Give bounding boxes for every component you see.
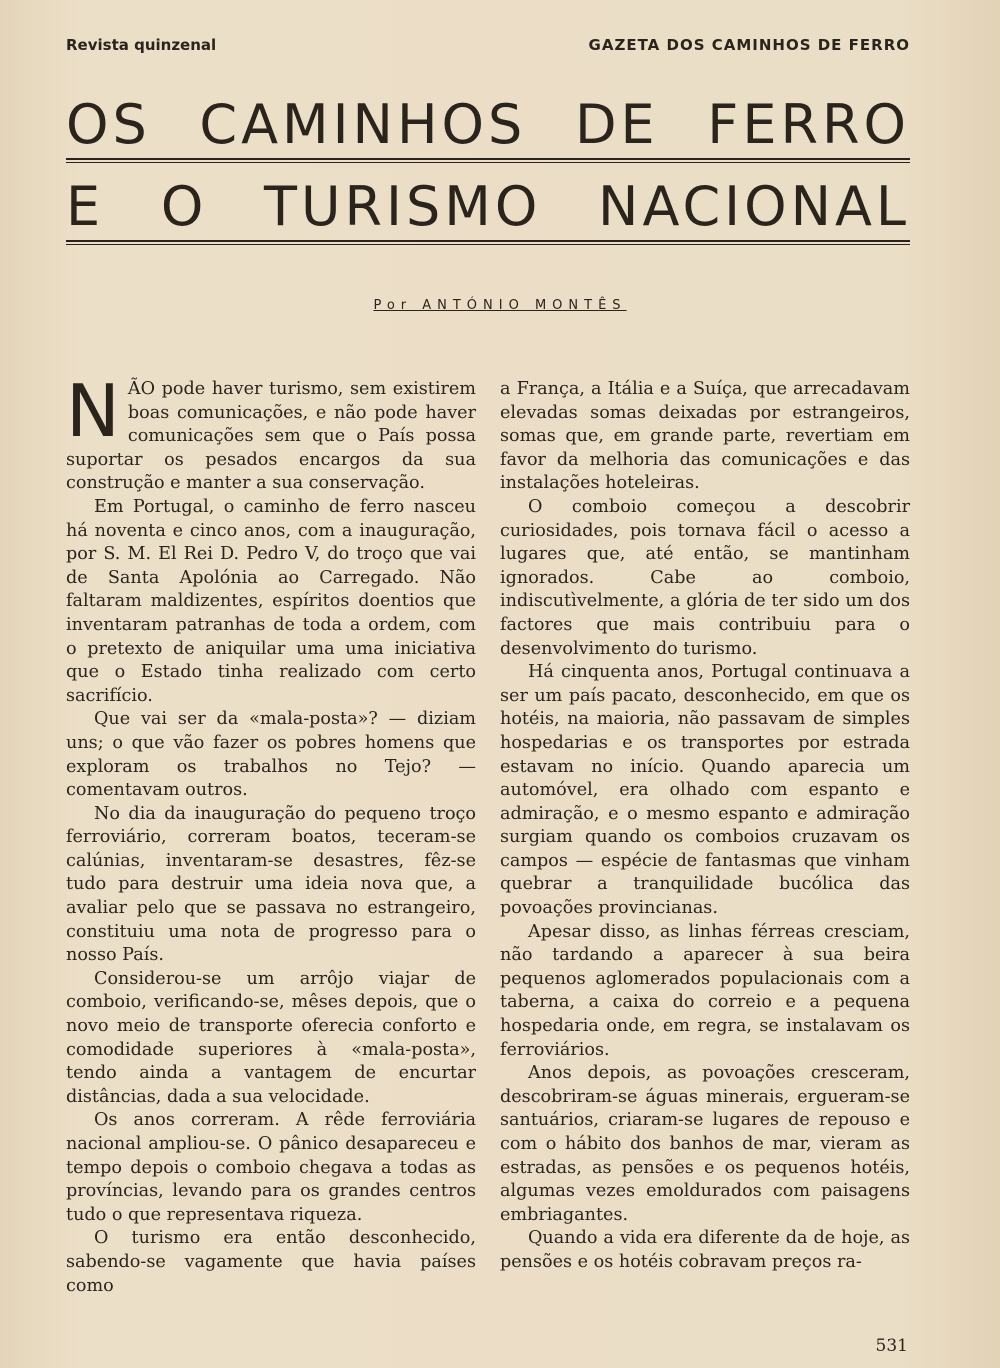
header-left: Revista quinzenal — [66, 36, 217, 54]
paragraph: Que vai ser da «mala-posta»? — diziam uns; o que vão fazer os pobres homens que exploram os trabalhos no Tejo? — comentavam outros. — [66, 709, 476, 801]
paragraph: Os anos correram. A rêde ferroviária nacional ampliou-se. O pânico desapareceu e tempo depois o comboio chegava a todas as províncias, levando para os grandes centros tudo o que representava riqueza. — [66, 1110, 476, 1225]
paragraph: Anos depois, as povoações cresceram, descobriram-se águas minerais, ergueram-se santuários, criaram-se lugares de repouso e com o hábito dos banhos de mar, vieram as estradas, as pensões e os pequenos hotéis, algumas vezes emoldurados com paisagens embriagantes. — [500, 1063, 910, 1225]
paragraph: Apesar disso, as linhas férreas cresciam, não tardando a aparecer à sua beira pequenos aglomerados populacionais com a taberna, a caixa do correio e a pequena hospedaria onde, em regra, se instalavam os ferroviários. — [500, 921, 910, 1060]
article-column-right — [500, 378, 910, 1275]
paragraph-text: ÃO pode haver turismo, sem existirem boas comunicações, e não pode haver comunicações sem que o País possa suportar os pesados encargos da sua construção e manter a sua conservação. — [66, 379, 476, 494]
byline-text: Por ANTÓNIO MONTÊS — [373, 298, 627, 313]
page-number: 531 — [875, 1336, 908, 1356]
paragraph: Há cinquenta anos, Portugal continuava a ser um país pacato, desconhecido, em que os hotéis, na maioria, não passavam de simples hospedarias e os transportes por estrada estavam no início. Quando aparecia um automóvel, era olhado com espanto e admiração, e o mesmo espanto e admiração surgiam quando os comboios cruzavam os campos — espécie de fantasmas que vinham quebrar a tranquilidade bucólica das povoações provincianas. — [500, 662, 910, 919]
header-right: GAZETA DOS CAMINHOS DE FERRO — [588, 36, 910, 54]
paragraph: O turismo era então desconhecido, sabendo-se vagamente que havia países como — [66, 1228, 476, 1296]
paragraph: O comboio começou a descobrir curiosidades, pois tornava fácil o acesso a lugares que, até então, se mantinham ignorados. Cabe ao comboio, indiscutìvelmente, a glória de ter sido um dos factores que mais contribuiu para o desenvolvimento do turismo. — [500, 496, 910, 659]
byline — [0, 298, 1000, 313]
title-rule-bottom-thin — [66, 244, 910, 245]
title-rule-bottom — [66, 240, 910, 242]
paragraph — [66, 369, 476, 496]
title-line-1: OS CAMINHOS DE FERRO — [66, 93, 910, 156]
paragraph: a França, a Itália e a Suíça, que arrecadavam elevadas somas deixadas por estrangeiros, somas que, em grande parte, revertiam em favor da melhoria das comunicações e das instalações hoteleiras. — [500, 379, 910, 494]
paragraph: No dia da inauguração do pequeno troço ferroviário, correram boatos, teceram-se calúnias, inventaram-se desastres, fêz-se tudo para destruir uma ideia nova que, a avaliar pelo que se passava no estrangeiro, constituiu uma nota de progresso para o nosso País. — [66, 803, 476, 966]
title-rule — [66, 158, 910, 160]
title-line-2: E O TURISMO NACIONAL — [66, 175, 910, 238]
paragraph: Quando a vida era diferente da de hoje, as pensões e os hotéis cobravam preços ra- — [500, 1228, 910, 1272]
paragraph: Em Portugal, o caminho de ferro nasceu há noventa e cinco anos, com a inauguração, por S. M. El Rei D. Pedro V, do troço que vai de Santa Apolónia ao Carregado. Não faltaram maldizentes, espíritos doentios que inventaram patranhas de toda a ordem, com o pretexto de aniquilar uma uma iniciativa que o Estado tinha realizado com certo sacrifício. — [66, 496, 476, 706]
title-rule-thin — [66, 162, 910, 163]
paragraph: Considerou-se um arrôjo viajar de comboio, verificando-se, mêses depois, que o novo meio de transporte oferecia conforto e comodidade superiores à «mala-posta», tendo ainda a vantagem de encurtar distâncias, dada a sua velocidade. — [66, 968, 476, 1107]
drop-cap: N — [66, 369, 120, 453]
article-column-left — [66, 369, 476, 1298]
